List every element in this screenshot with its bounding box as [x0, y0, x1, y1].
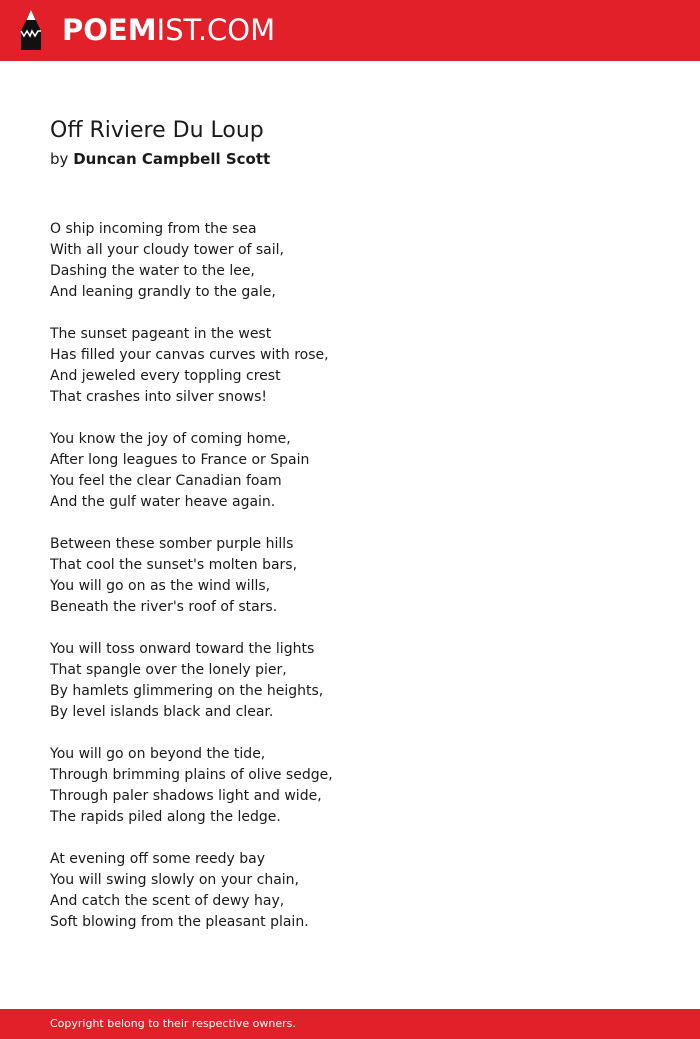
poem-line: Beneath the river's roof of stars. — [50, 599, 278, 615]
poem-line: You feel the clear Canadian foam — [50, 473, 282, 489]
poem-line: And leaning grandly to the gale, — [50, 284, 276, 300]
site-logo[interactable] — [62, 12, 275, 48]
poem-line: By level islands black and clear. — [50, 704, 274, 720]
stanza — [50, 324, 650, 408]
poem-line: Between these somber purple hills — [50, 536, 294, 552]
logo-bold-text: POEM — [62, 13, 157, 47]
stanza — [50, 219, 650, 303]
poem-line: You will go on beyond the tide, — [50, 746, 266, 762]
poem-line: Soft blowing from the pleasant plain. — [50, 914, 309, 930]
poem-line: Through paler shadows light and wide, — [50, 788, 322, 804]
poem-title: Off Riviere Du Loup — [50, 118, 264, 143]
poem-line: You know the joy of coming home, — [50, 431, 291, 447]
poem-line: By hamlets glimmering on the heights, — [50, 683, 324, 699]
logo-light-text: IST.COM — [156, 13, 276, 47]
poem-line: And the gulf water heave again. — [50, 494, 276, 510]
stanza — [50, 534, 650, 618]
pencil-icon[interactable] — [18, 9, 44, 51]
byline — [50, 149, 270, 169]
stanza — [50, 429, 650, 513]
poem-line: You will swing slowly on your chain, — [50, 872, 299, 888]
poem-line: You will toss onward toward the lights — [50, 641, 315, 657]
poem-line: And jeweled every toppling crest — [50, 368, 281, 384]
poem-line: Dashing the water to the lee, — [50, 263, 255, 279]
poem-line: After long leagues to France or Spain — [50, 452, 310, 468]
poem-line: The sunset pageant in the west — [50, 326, 272, 342]
poem-line: And catch the scent of dewy hay, — [50, 893, 285, 909]
poem-line: With all your cloudy tower of sail, — [50, 242, 284, 258]
stanza — [50, 639, 650, 723]
poem-line: O ship incoming from the sea — [50, 221, 257, 237]
by-label: by — [50, 150, 69, 168]
site-header — [0, 0, 700, 61]
poem-author: Duncan Campbell Scott — [73, 150, 271, 168]
stanza — [50, 849, 650, 933]
poem-line: The rapids piled along the ledge. — [50, 809, 281, 825]
site-footer — [0, 1009, 700, 1039]
poem-body — [50, 219, 650, 954]
poem-line: You will go on as the wind wills, — [50, 578, 271, 594]
copyright-notice: Copyright belong to their respective owners. — [50, 1017, 296, 1030]
poem-line: At evening off some reedy bay — [50, 851, 266, 867]
stanza — [50, 744, 650, 828]
poem-line: Has filled your canvas curves with rose, — [50, 347, 329, 363]
poem-line: Through brimming plains of olive sedge, — [50, 767, 333, 783]
poem-line: That spangle over the lonely pier, — [50, 662, 287, 678]
poem-line: That crashes into silver snows! — [50, 389, 268, 405]
poem-line: That cool the sunset's molten bars, — [50, 557, 298, 573]
